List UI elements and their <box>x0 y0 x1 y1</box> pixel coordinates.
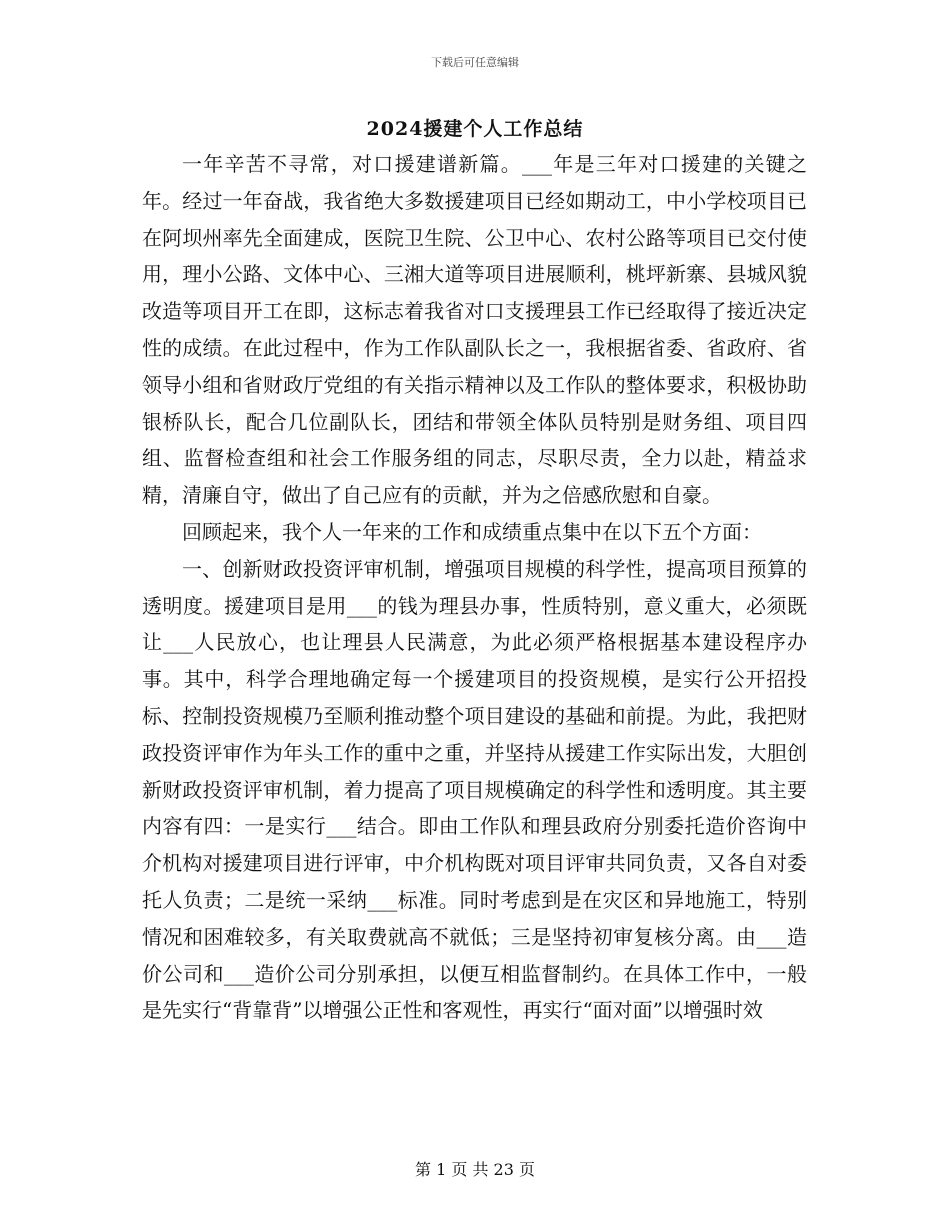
header-note: 下载后可任意编辑 <box>431 56 519 69</box>
paragraph-review: 回顾起来，我个人一年来的工作和成绩重点集中在以下五个方面： <box>182 519 762 544</box>
page-footer: 第 1 页 共 23 页 <box>415 1160 535 1179</box>
document-body <box>142 146 807 1029</box>
paragraph-section-one: 一、创新财政投资评审机制，增强项目规模的科学性，提高项目预算的透明度。援建项目是用___的钱为理县办事，性质特别，意义重大，必须既让___人民放心，也让理县人民满意，为此必须严格根据基本建设程序办事。其中，科学合理地确定每一个援建项目的投资规模，是实行公开招投标、控制投资规模乃至顺利推动整个项目建设的基础和前提。为此，我把财政投资评审作为年头工作的重中之重，并坚持从援建工作实际出发，大胆创新财政投资评审机制，着力提高了项目规模确定的科学性和透明度。其主要内容有四：一是实行___结合。即由工作队和理县政府分别委托造价咨询中介机构对援建项目进行评审，中介机构既对项目评审共同负责，又各自对委托人负责；二是统一采纳___标准。同时考虑到是在灾区和异地施工，特别情况和困难较多，有关取费就高不就低；三是坚持初审复核分离。由___造价公司和___造价公司分别承担，以便互相监督制约。在具体工作中，一般是先实行“背靠背”以增强公正性和客观性，再实行“面对面”以增强时效 <box>142 556 807 1023</box>
paragraph-intro: 一年辛苦不寻常，对口援建谱新篇。___年是三年对口援建的关键之年。经过一年奋战，我省绝大多数援建项目已经如期动工，中小学校项目已在阿坝州率先全面建成，医院卫生院、公卫中心、农村公路等项目已交付使用，理小公路、文体中心、三湘大道等项目进展顺利，桃坪新寨、县城风貌改造等项目开工在即，这标志着我省对口支援理县工作已经取得了接近决定性的成绩。在此过程中，作为工作队副队长之一，我根据省委、省政府、省领导小组和省财政厅党组的有关指示精神以及工作队的整体要求，积极协助银桥队长，配合几位副队长，团结和带领全体队员特别是财务组、项目四组、监督检查组和社会工作服务组的同志，尽职尽责，全力以赴，精益求精，清廉自守，做出了自己应有的贡献，并为之倍感欣慰和自豪。 <box>142 152 807 508</box>
document-title: 2024援建个人工作总结 <box>366 118 584 140</box>
